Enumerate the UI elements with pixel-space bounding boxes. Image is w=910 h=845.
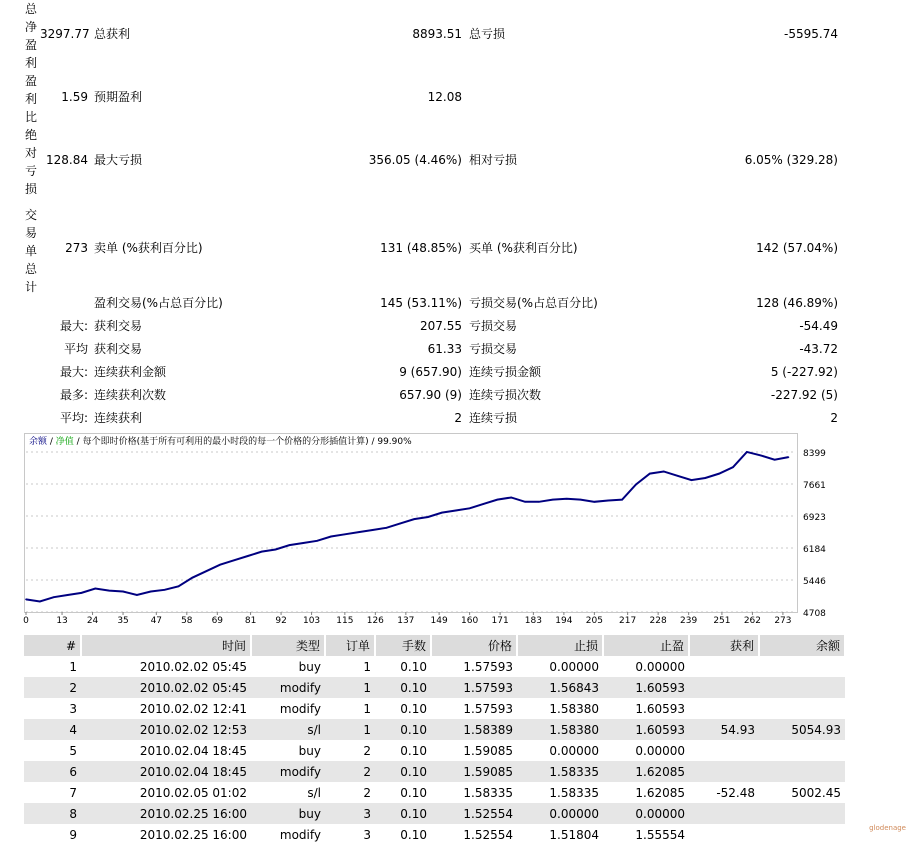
cell-time: 2010.02.25 16:00 bbox=[139, 827, 247, 842]
cell-price: 1.58389 bbox=[431, 719, 517, 740]
legend-note: 每个即时价格(基于所有可利用的最小时段的每一个价格的分形插值计算) / 99.90% bbox=[82, 437, 412, 447]
cell-price: 1.52554 bbox=[431, 803, 517, 824]
x-tick-label: 126 bbox=[366, 616, 384, 626]
cell-sl: 1.58380 bbox=[549, 701, 599, 716]
cell-lots: 0.10 bbox=[400, 659, 427, 674]
x-tick-label: 251 bbox=[713, 616, 731, 626]
max-drawdown-value: 356.05 (4.46%) bbox=[368, 153, 462, 167]
short-positions-value: 131 (48.85%) bbox=[380, 241, 462, 255]
legend-equity: 净值 bbox=[55, 437, 74, 447]
cell-time: 2010.02.04 18:45 bbox=[81, 761, 251, 782]
loss-trades-label: 亏损交易(%占总百分比) bbox=[469, 296, 598, 310]
table-row[interactable] bbox=[24, 761, 845, 782]
col-price[interactable]: 价格 bbox=[431, 635, 517, 656]
cell-balance bbox=[759, 824, 845, 845]
cell-sl: 1.58380 bbox=[517, 719, 603, 740]
cell-order: 3 bbox=[363, 827, 371, 842]
long-positions-value: 142 (57.04%) bbox=[756, 241, 838, 255]
total-trades-value: 273 bbox=[65, 241, 88, 255]
cell-order: 1 bbox=[325, 719, 375, 740]
cell-type: modify bbox=[251, 677, 325, 698]
y-tick-label: 5446 bbox=[803, 577, 826, 588]
average-prefix: 平均 bbox=[63, 342, 88, 356]
cell-balance bbox=[759, 698, 845, 719]
y-tick-label: 8399 bbox=[803, 449, 826, 459]
cell-time: 2010.02.02 05:45 bbox=[81, 677, 251, 698]
cell-tp: 1.55554 bbox=[635, 827, 685, 842]
largest-loss-value: -54.49 bbox=[799, 319, 838, 333]
chart-legend bbox=[29, 437, 412, 448]
cell-tp: 0.00000 bbox=[603, 803, 689, 824]
profit-factor-value: 1.59 bbox=[61, 90, 88, 104]
col-sl[interactable]: 止损 bbox=[517, 635, 603, 656]
cell-type: modify bbox=[279, 827, 321, 842]
cell-tp: 1.60593 bbox=[603, 719, 689, 740]
cell-price: 1.59085 bbox=[463, 743, 513, 758]
cell-lots: 0.10 bbox=[400, 785, 427, 800]
table-row[interactable] bbox=[24, 719, 845, 740]
gross-profit-value: 8893.51 bbox=[412, 27, 462, 41]
cell-time: 2010.02.02 12:53 bbox=[81, 719, 251, 740]
table-row[interactable] bbox=[24, 656, 845, 677]
x-tick-label: 239 bbox=[680, 616, 698, 626]
x-tick-label: 183 bbox=[524, 616, 542, 626]
table-row[interactable] bbox=[24, 803, 845, 824]
table-header-row bbox=[24, 635, 845, 656]
x-tick-label: 160 bbox=[461, 616, 479, 626]
x-tick-label: 0 bbox=[23, 616, 29, 626]
gross-profit-label: 总获利 bbox=[94, 27, 131, 41]
cell-index: 6 bbox=[24, 761, 81, 782]
cell-order: 1 bbox=[363, 659, 371, 674]
x-tick-label: 171 bbox=[491, 616, 509, 626]
avg-consecutive-profit-value: 2 bbox=[454, 411, 462, 425]
x-tick-label: 13 bbox=[56, 616, 68, 626]
maximal-consecutive-profit-value: 657.90 (9) bbox=[399, 388, 462, 402]
max-drawdown-label: 最大亏损 bbox=[94, 153, 143, 167]
x-tick-label: 149 bbox=[430, 616, 448, 626]
col-order[interactable]: 订单 bbox=[325, 635, 375, 656]
cell-balance: 5002.45 bbox=[791, 785, 841, 800]
cell-profit bbox=[689, 698, 759, 719]
largest-loss-label: 亏损交易 bbox=[469, 319, 518, 333]
cell-index: 3 bbox=[69, 701, 77, 716]
cell-type: s/l bbox=[307, 785, 321, 800]
cell-type: modify bbox=[251, 761, 325, 782]
col-balance[interactable]: 余额 bbox=[759, 635, 845, 656]
cell-type: s/l bbox=[251, 719, 325, 740]
cell-sl: 1.58335 bbox=[549, 785, 599, 800]
cell-index: 9 bbox=[69, 827, 77, 842]
cell-lots: 0.10 bbox=[375, 677, 431, 698]
max-consecutive-profit-value: 9 (657.90) bbox=[399, 365, 462, 379]
largest-profit-label: 获利交易 bbox=[94, 319, 143, 333]
absolute-drawdown-label: 绝对亏损 bbox=[24, 128, 37, 196]
cell-price: 1.57593 bbox=[463, 659, 513, 674]
x-tick-label: 35 bbox=[117, 616, 129, 626]
cell-profit bbox=[689, 761, 759, 782]
cell-index: 1 bbox=[69, 659, 77, 674]
profit-trades-value: 145 (53.11%) bbox=[380, 296, 462, 310]
average-profit-value: 61.33 bbox=[427, 342, 462, 356]
y-tick-label: 7661 bbox=[803, 480, 826, 491]
cell-tp: 1.60593 bbox=[603, 677, 689, 698]
y-tick-label: 6184 bbox=[803, 545, 826, 556]
average-profit-label: 获利交易 bbox=[94, 342, 143, 356]
avg-consecutive-loss-label: 连续亏损 bbox=[469, 411, 518, 425]
x-tick-label: 137 bbox=[397, 616, 415, 626]
cell-lots: 0.10 bbox=[375, 803, 431, 824]
col-time[interactable]: 时间 bbox=[81, 635, 251, 656]
cell-time: 2010.02.02 05:45 bbox=[139, 659, 247, 674]
max-consecutive-prefix: 最大: bbox=[59, 365, 88, 379]
largest-profit-value: 207.55 bbox=[420, 319, 462, 333]
largest-prefix: 最大: bbox=[59, 319, 88, 333]
loss-trades-value: 128 (46.89%) bbox=[756, 296, 838, 310]
x-tick-label: 47 bbox=[150, 616, 163, 626]
col-lots[interactable]: 手数 bbox=[375, 635, 431, 656]
cell-order: 1 bbox=[325, 677, 375, 698]
max-consecutive-loss-label: 连续亏损金额 bbox=[469, 365, 542, 379]
gross-loss-value: -5595.74 bbox=[784, 27, 838, 41]
y-tick-label: 4708 bbox=[803, 609, 826, 619]
cell-balance bbox=[759, 677, 845, 698]
table-row[interactable] bbox=[24, 740, 845, 761]
maximal-consecutive-prefix: 最多: bbox=[59, 388, 88, 402]
col-profit[interactable]: 获利 bbox=[689, 635, 759, 656]
profit-trades-label: 盈利交易(%占总百分比) bbox=[94, 296, 223, 310]
cell-time: 2010.02.02 12:41 bbox=[139, 701, 247, 716]
cell-index: 7 bbox=[69, 785, 77, 800]
cell-lots: 0.10 bbox=[375, 761, 431, 782]
avg-consecutive-profit-label: 连续获利 bbox=[94, 411, 143, 425]
x-tick-label: 205 bbox=[585, 616, 603, 626]
cell-type: modify bbox=[279, 701, 321, 716]
cell-time: 2010.02.05 01:02 bbox=[139, 785, 247, 800]
x-tick-label: 69 bbox=[211, 616, 224, 626]
col-index[interactable]: # bbox=[24, 635, 81, 656]
expected-payoff-value: 12.08 bbox=[427, 90, 462, 104]
cell-profit: -52.48 bbox=[716, 785, 755, 800]
cell-order: 2 bbox=[363, 743, 371, 758]
x-tick-label: 273 bbox=[774, 616, 792, 626]
table-row[interactable] bbox=[24, 782, 845, 803]
watermark-text: glodenage bbox=[869, 824, 906, 832]
cell-order: 3 bbox=[325, 803, 375, 824]
legend-sep: / bbox=[47, 437, 56, 447]
cell-balance bbox=[759, 740, 845, 761]
average-loss-label: 亏损交易 bbox=[469, 342, 518, 356]
trades-table bbox=[24, 635, 846, 845]
table-row[interactable] bbox=[24, 698, 845, 719]
cell-tp: 0.00000 bbox=[635, 743, 685, 758]
maximal-consecutive-loss-value: -227.92 (5) bbox=[770, 388, 838, 402]
short-positions-label: 卖单 (%获利百分比) bbox=[94, 241, 203, 255]
total-trades-label: 交易单总计 bbox=[24, 208, 37, 294]
net-profit-label: 总净盈利 bbox=[24, 2, 37, 70]
cell-time: 2010.02.25 16:00 bbox=[81, 803, 251, 824]
cell-profit: 54.93 bbox=[689, 719, 759, 740]
cell-price: 1.59085 bbox=[431, 761, 517, 782]
cell-profit bbox=[689, 824, 759, 845]
y-tick-label: 6923 bbox=[803, 512, 826, 523]
cell-type: buy bbox=[298, 743, 321, 758]
cell-tp: 0.00000 bbox=[635, 659, 685, 674]
x-tick-label: 217 bbox=[619, 616, 637, 626]
cell-sl: 1.51804 bbox=[549, 827, 599, 842]
max-consecutive-loss-value: 5 (-227.92) bbox=[770, 365, 838, 379]
table-row[interactable] bbox=[24, 824, 845, 845]
cell-sl: 0.00000 bbox=[517, 803, 603, 824]
avg-consecutive-prefix: 平均: bbox=[59, 411, 88, 425]
x-tick-label: 58 bbox=[181, 616, 193, 626]
cell-balance bbox=[759, 656, 845, 677]
x-tick-label: 228 bbox=[649, 616, 667, 626]
cell-type: buy bbox=[251, 803, 325, 824]
cell-sl: 1.58335 bbox=[517, 761, 603, 782]
legend-balance: 余额 bbox=[29, 437, 48, 447]
cell-tp: 1.62085 bbox=[603, 761, 689, 782]
legend-sep-2: / bbox=[73, 437, 83, 447]
balance-chart bbox=[24, 433, 798, 613]
cell-price: 1.57593 bbox=[431, 677, 517, 698]
cell-lots: 0.10 bbox=[400, 743, 427, 758]
maximal-consecutive-profit-label: 连续获利次数 bbox=[94, 388, 167, 402]
cell-sl: 0.00000 bbox=[549, 743, 599, 758]
net-profit-value: 3297.77 bbox=[40, 27, 90, 41]
col-type[interactable]: 类型 bbox=[251, 635, 325, 656]
cell-price: 1.58335 bbox=[463, 785, 513, 800]
col-tp[interactable]: 止盈 bbox=[603, 635, 689, 656]
cell-type: buy bbox=[298, 659, 321, 674]
relative-drawdown-value: 6.05% (329.28) bbox=[744, 153, 838, 167]
cell-index: 5 bbox=[69, 743, 77, 758]
cell-sl: 1.56843 bbox=[517, 677, 603, 698]
maximal-consecutive-loss-label: 连续亏损次数 bbox=[469, 388, 542, 402]
profit-factor-label: 盈利比 bbox=[24, 74, 37, 124]
cell-lots: 0.10 bbox=[400, 827, 427, 842]
absolute-drawdown-value: 128.84 bbox=[46, 153, 88, 167]
long-positions-label: 买单 (%获利百分比) bbox=[469, 241, 578, 255]
x-tick-label: 81 bbox=[244, 616, 257, 626]
cell-lots: 0.10 bbox=[400, 701, 427, 716]
cell-time: 2010.02.04 18:45 bbox=[139, 743, 247, 758]
cell-index: 8 bbox=[24, 803, 81, 824]
cell-index: 2 bbox=[24, 677, 81, 698]
relative-drawdown-label: 相对亏损 bbox=[469, 153, 518, 167]
cell-order: 1 bbox=[363, 701, 371, 716]
table-row[interactable] bbox=[24, 677, 845, 698]
avg-consecutive-loss-value: 2 bbox=[830, 411, 838, 425]
cell-tp: 1.60593 bbox=[635, 701, 685, 716]
gross-loss-label: 总亏损 bbox=[469, 27, 506, 41]
x-tick-label: 24 bbox=[86, 616, 99, 626]
cell-order: 2 bbox=[325, 761, 375, 782]
cell-index: 4 bbox=[24, 719, 81, 740]
x-tick-label: 92 bbox=[275, 616, 287, 626]
cell-tp: 1.62085 bbox=[635, 785, 685, 800]
cell-lots: 0.10 bbox=[375, 719, 431, 740]
cell-profit bbox=[689, 656, 759, 677]
cell-profit bbox=[689, 740, 759, 761]
x-tick-label: 115 bbox=[336, 616, 354, 626]
x-tick-label: 262 bbox=[743, 616, 762, 626]
cell-balance: 5054.93 bbox=[759, 719, 845, 740]
cell-price: 1.52554 bbox=[463, 827, 513, 842]
cell-price: 1.57593 bbox=[463, 701, 513, 716]
cell-balance bbox=[759, 761, 845, 782]
cell-sl: 0.00000 bbox=[549, 659, 599, 674]
max-consecutive-profit-label: 连续获利金额 bbox=[94, 365, 167, 379]
cell-profit bbox=[689, 803, 759, 824]
x-tick-label: 194 bbox=[555, 616, 573, 626]
cell-order: 2 bbox=[363, 785, 371, 800]
cell-profit bbox=[689, 677, 759, 698]
expected-payoff-label: 预期盈利 bbox=[94, 90, 143, 104]
average-loss-value: -43.72 bbox=[799, 342, 838, 356]
x-tick-label: 103 bbox=[302, 616, 321, 626]
cell-balance bbox=[759, 803, 845, 824]
